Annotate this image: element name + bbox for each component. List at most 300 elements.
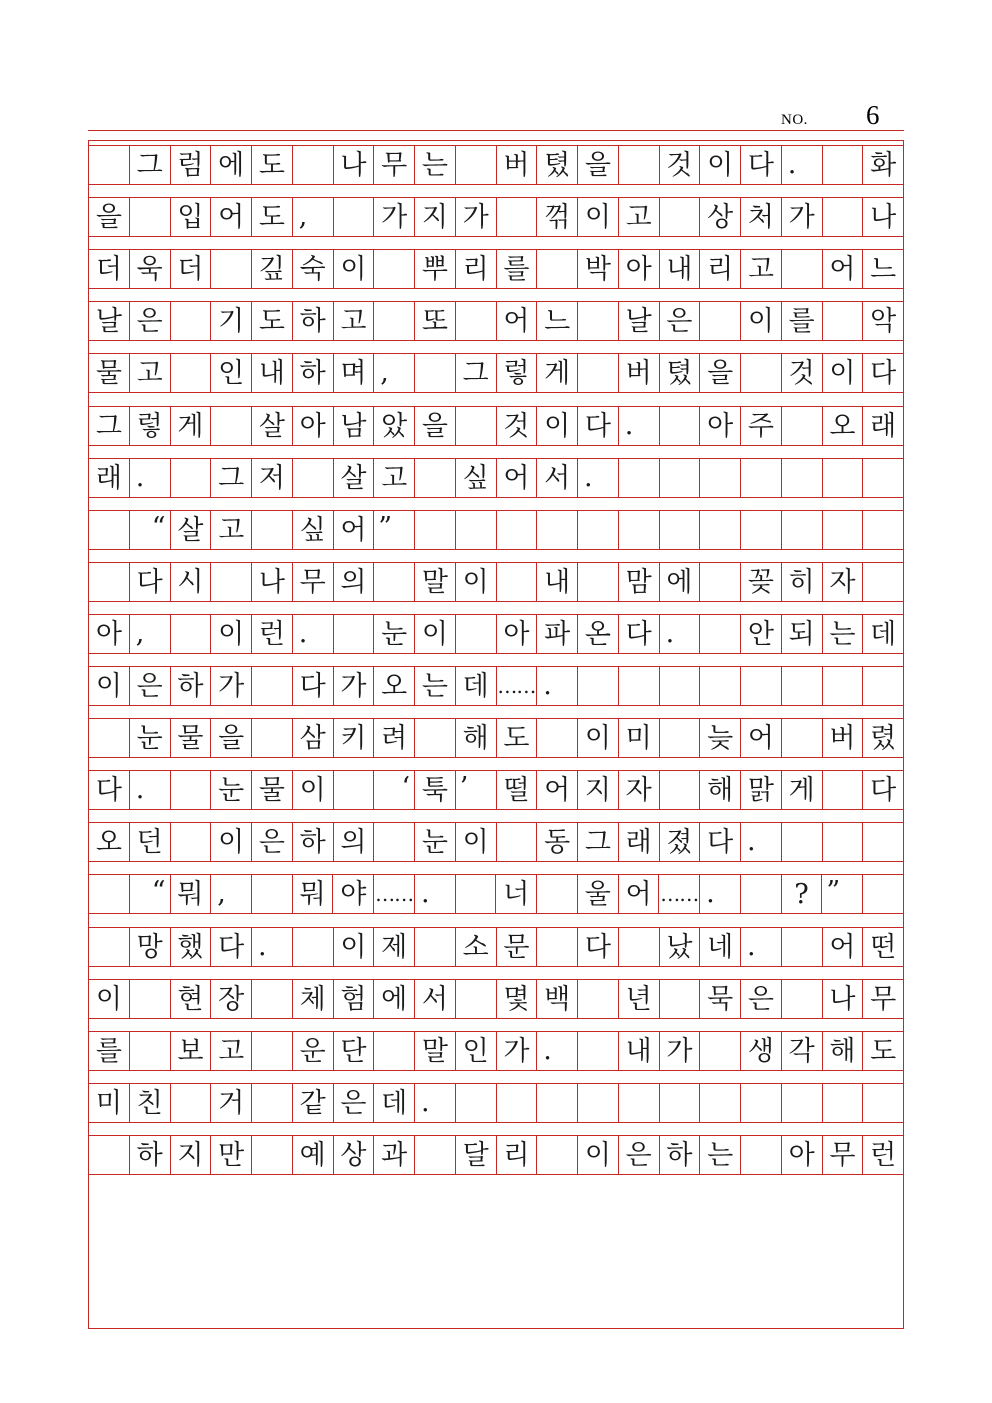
manuscript-cell: 상 bbox=[700, 197, 741, 237]
manuscript-cell bbox=[497, 822, 538, 862]
manuscript-cell: 어 bbox=[741, 718, 782, 758]
manuscript-cell bbox=[823, 510, 864, 550]
manuscript-cell: 고 bbox=[211, 1031, 252, 1071]
manuscript-cell: 아 bbox=[619, 249, 660, 289]
manuscript-cell: . bbox=[130, 458, 171, 498]
manuscript-cell: 이 bbox=[456, 822, 497, 862]
manuscript-row bbox=[89, 301, 903, 341]
manuscript-cell: 어 bbox=[619, 874, 660, 914]
manuscript-cell: 온 bbox=[578, 614, 619, 654]
manuscript-cell: 눈 bbox=[415, 822, 456, 862]
manuscript-cell: 싶 bbox=[293, 510, 334, 550]
manuscript-cell bbox=[741, 1135, 782, 1175]
manuscript-cell: 다 bbox=[130, 562, 171, 602]
manuscript-cell: 더 bbox=[171, 249, 212, 289]
manuscript-row bbox=[89, 562, 903, 602]
manuscript-cell: 날 bbox=[619, 301, 660, 341]
manuscript-cell: “ bbox=[130, 510, 171, 550]
manuscript-cell bbox=[823, 458, 864, 498]
manuscript-cell: 해 bbox=[700, 770, 741, 810]
manuscript-cell bbox=[660, 718, 701, 758]
manuscript-row bbox=[89, 197, 903, 237]
manuscript-cell: 을 bbox=[415, 406, 456, 446]
manuscript-cell bbox=[537, 249, 578, 289]
manuscript-cell: 렇 bbox=[130, 406, 171, 446]
manuscript-cell: , bbox=[374, 353, 415, 393]
manuscript-cell: . bbox=[660, 614, 701, 654]
manuscript-cell: 욱 bbox=[130, 249, 171, 289]
manuscript-cell: 텼 bbox=[660, 353, 701, 393]
manuscript-cell: 에 bbox=[660, 562, 701, 602]
manuscript-cell: 남 bbox=[334, 406, 375, 446]
manuscript-cell: 지 bbox=[415, 197, 456, 237]
manuscript-cell: 게 bbox=[782, 770, 823, 810]
manuscript-cell: 버 bbox=[619, 353, 660, 393]
manuscript-cell: 물 bbox=[89, 353, 130, 393]
manuscript-cell bbox=[456, 406, 497, 446]
manuscript-cell: 상 bbox=[334, 1135, 375, 1175]
manuscript-cell: 가 bbox=[374, 197, 415, 237]
manuscript-cell bbox=[823, 197, 864, 237]
manuscript-cell bbox=[782, 718, 823, 758]
manuscript-cell: 그 bbox=[211, 458, 252, 498]
manuscript-cell: 처 bbox=[741, 197, 782, 237]
manuscript-cell: 소 bbox=[456, 927, 497, 967]
manuscript-cell bbox=[497, 562, 538, 602]
manuscript-cell bbox=[537, 510, 578, 550]
manuscript-cell: 운 bbox=[293, 1031, 334, 1071]
manuscript-cell bbox=[619, 666, 660, 706]
manuscript-cell: 느 bbox=[537, 301, 578, 341]
manuscript-cell: 맘 bbox=[619, 562, 660, 602]
manuscript-cell bbox=[456, 145, 497, 185]
manuscript-cell: 각 bbox=[782, 1031, 823, 1071]
manuscript-cell bbox=[497, 510, 538, 550]
manuscript-cell bbox=[619, 510, 660, 550]
manuscript-cell: 자 bbox=[619, 770, 660, 810]
manuscript-cell: 은 bbox=[741, 979, 782, 1019]
manuscript-cell bbox=[171, 353, 212, 393]
manuscript-cell: . bbox=[578, 458, 619, 498]
manuscript-cell: 났 bbox=[660, 927, 701, 967]
manuscript-cell: 래 bbox=[619, 822, 660, 862]
manuscript-cell bbox=[334, 770, 375, 810]
manuscript-row bbox=[89, 406, 903, 446]
manuscript-cell: 다 bbox=[578, 927, 619, 967]
manuscript-cell: 다 bbox=[293, 666, 334, 706]
manuscript-cell: 친 bbox=[130, 1083, 171, 1123]
manuscript-cell: 꺾 bbox=[537, 197, 578, 237]
manuscript-cell: . bbox=[252, 927, 293, 967]
page-number: 6 bbox=[866, 100, 880, 130]
manuscript-cell: 를 bbox=[89, 1031, 130, 1071]
manuscript-cell bbox=[782, 979, 823, 1019]
manuscript-cell: 이 bbox=[578, 1135, 619, 1175]
manuscript-cell bbox=[334, 197, 375, 237]
manuscript-cell bbox=[660, 979, 701, 1019]
manuscript-cell: 제 bbox=[374, 927, 415, 967]
manuscript-cell: ” bbox=[822, 874, 863, 914]
manuscript-cell: 를 bbox=[782, 301, 823, 341]
manuscript-cell bbox=[252, 874, 293, 914]
manuscript-cell bbox=[293, 458, 334, 498]
manuscript-row bbox=[89, 718, 903, 758]
manuscript-cell: 문 bbox=[497, 927, 538, 967]
manuscript-cell: 는 bbox=[823, 614, 864, 654]
manuscript-cell bbox=[415, 353, 456, 393]
manuscript-cell: 가 bbox=[782, 197, 823, 237]
manuscript-cell: 고 bbox=[211, 510, 252, 550]
manuscript-row bbox=[89, 145, 903, 185]
manuscript-row bbox=[89, 770, 903, 810]
manuscript-cell: . bbox=[537, 1031, 578, 1071]
manuscript-cell: 살 bbox=[171, 510, 212, 550]
manuscript-cell: . bbox=[415, 1083, 456, 1123]
manuscript-cell bbox=[456, 874, 497, 914]
manuscript-cell: 저 bbox=[252, 458, 293, 498]
manuscript-row bbox=[89, 979, 903, 1019]
manuscript-cell: 내 bbox=[537, 562, 578, 602]
manuscript-cell: 생 bbox=[741, 1031, 782, 1071]
manuscript-cell bbox=[89, 874, 130, 914]
manuscript-cell: 무 bbox=[823, 1135, 864, 1175]
manuscript-cell bbox=[171, 614, 212, 654]
manuscript-row bbox=[89, 1135, 903, 1175]
manuscript-cell bbox=[700, 510, 741, 550]
manuscript-cell: 그 bbox=[578, 822, 619, 862]
manuscript-cell bbox=[741, 874, 782, 914]
manuscript-cell: 이 bbox=[537, 406, 578, 446]
manuscript-cell: 네 bbox=[700, 927, 741, 967]
manuscript-cell: 너 bbox=[496, 874, 537, 914]
manuscript-cell: 인 bbox=[211, 353, 252, 393]
manuscript-cell bbox=[293, 145, 334, 185]
manuscript-cell: 싶 bbox=[456, 458, 497, 498]
manuscript-cell: 악 bbox=[863, 301, 903, 341]
manuscript-cell bbox=[171, 301, 212, 341]
manuscript-cell bbox=[700, 301, 741, 341]
manuscript-cell: 더 bbox=[89, 249, 130, 289]
manuscript-row bbox=[89, 1083, 903, 1123]
manuscript-cell: 고 bbox=[130, 353, 171, 393]
manuscript-cell: 되 bbox=[782, 614, 823, 654]
manuscript-cell: 데 bbox=[374, 1083, 415, 1123]
manuscript-cell: 렇 bbox=[497, 353, 538, 393]
manuscript-cell bbox=[130, 197, 171, 237]
manuscript-cell: . bbox=[537, 666, 578, 706]
manuscript-cell bbox=[660, 406, 701, 446]
manuscript-cell: 물 bbox=[252, 770, 293, 810]
manuscript-cell: 현 bbox=[171, 979, 212, 1019]
manuscript-cell: 하 bbox=[293, 822, 334, 862]
manuscript-cell: 이 bbox=[211, 822, 252, 862]
manuscript-cell: 단 bbox=[334, 1031, 375, 1071]
manuscript-cell: 인 bbox=[456, 1031, 497, 1071]
manuscript-cell: 이 bbox=[334, 249, 375, 289]
manuscript-cell bbox=[456, 979, 497, 1019]
manuscript-cell: 는 bbox=[415, 145, 456, 185]
manuscript-row bbox=[89, 822, 903, 862]
manuscript-cell: 은 bbox=[252, 822, 293, 862]
manuscript-cell bbox=[171, 458, 212, 498]
manuscript-cell: 리 bbox=[700, 249, 741, 289]
manuscript-cell: 무 bbox=[863, 979, 903, 1019]
manuscript-cell: 해 bbox=[823, 1031, 864, 1071]
manuscript-cell: 것 bbox=[782, 353, 823, 393]
manuscript-cell: …… bbox=[497, 666, 538, 706]
manuscript-cell: , bbox=[211, 874, 252, 914]
manuscript-cell bbox=[863, 822, 903, 862]
manuscript-cell: 동 bbox=[537, 822, 578, 862]
manuscript-cell: 하 bbox=[293, 353, 334, 393]
manuscript-cell: 다 bbox=[863, 353, 903, 393]
manuscript-cell: 물 bbox=[171, 718, 212, 758]
manuscript-cell: 거 bbox=[211, 1083, 252, 1123]
manuscript-cell bbox=[415, 927, 456, 967]
manuscript-cell: 을 bbox=[89, 197, 130, 237]
manuscript-cell bbox=[700, 562, 741, 602]
manuscript-cell bbox=[700, 1031, 741, 1071]
manuscript-cell bbox=[89, 510, 130, 550]
manuscript-cell: 예 bbox=[293, 1135, 334, 1175]
manuscript-cell: 만 bbox=[211, 1135, 252, 1175]
manuscript-cell bbox=[782, 510, 823, 550]
manuscript-cell: 무 bbox=[374, 145, 415, 185]
manuscript-cell: 미 bbox=[619, 718, 660, 758]
manuscript-cell bbox=[863, 562, 903, 602]
manuscript-cell: 입 bbox=[171, 197, 212, 237]
manuscript-cell: 어 bbox=[823, 927, 864, 967]
manuscript-cell: 아 bbox=[497, 614, 538, 654]
manuscript-cell: 오 bbox=[823, 406, 864, 446]
manuscript-cell: , bbox=[293, 197, 334, 237]
manuscript-cell: 망 bbox=[130, 927, 171, 967]
manuscript-cell: 어 bbox=[823, 249, 864, 289]
manuscript-cell: 다 bbox=[619, 614, 660, 654]
manuscript-cell bbox=[782, 249, 823, 289]
manuscript-cell: 은 bbox=[619, 1135, 660, 1175]
manuscript-cell bbox=[823, 145, 864, 185]
manuscript-cell: 안 bbox=[741, 614, 782, 654]
manuscript-cell: . bbox=[130, 770, 171, 810]
manuscript-cell bbox=[497, 197, 538, 237]
manuscript-cell bbox=[89, 145, 130, 185]
manuscript-cell: 서 bbox=[537, 458, 578, 498]
manuscript-cell: 이 bbox=[578, 718, 619, 758]
manuscript-cell bbox=[823, 770, 864, 810]
manuscript-cell: 내 bbox=[660, 249, 701, 289]
manuscript-cell: 주 bbox=[741, 406, 782, 446]
manuscript-cell bbox=[252, 1031, 293, 1071]
manuscript-cell: 꽂 bbox=[741, 562, 782, 602]
manuscript-cell: 나 bbox=[863, 197, 903, 237]
manuscript-cell: 키 bbox=[334, 718, 375, 758]
manuscript-cell: 졌 bbox=[660, 822, 701, 862]
manuscript-cell bbox=[578, 666, 619, 706]
manuscript-cell bbox=[578, 1083, 619, 1123]
manuscript-cell: 도 bbox=[252, 301, 293, 341]
manuscript-row bbox=[89, 927, 903, 967]
manuscript-cell: 데 bbox=[863, 614, 903, 654]
manuscript-cell: 는 bbox=[415, 666, 456, 706]
manuscript-cell: 어 bbox=[497, 458, 538, 498]
manuscript-row bbox=[89, 353, 903, 393]
manuscript-cell bbox=[374, 1031, 415, 1071]
manuscript-cell bbox=[537, 874, 578, 914]
manuscript-cell bbox=[89, 562, 130, 602]
manuscript-cell bbox=[741, 666, 782, 706]
manuscript-cell: 을 bbox=[700, 353, 741, 393]
manuscript-cell bbox=[89, 927, 130, 967]
manuscript-cell bbox=[782, 666, 823, 706]
manuscript-cell bbox=[660, 1083, 701, 1123]
manuscript-cell: 날 bbox=[89, 301, 130, 341]
manuscript-cell: 하 bbox=[130, 1135, 171, 1175]
manuscript-cell bbox=[700, 614, 741, 654]
manuscript-cell: . bbox=[741, 822, 782, 862]
manuscript-cell: 이 bbox=[89, 979, 130, 1019]
manuscript-cell bbox=[456, 614, 497, 654]
manuscript-cell: ‘ bbox=[374, 770, 415, 810]
manuscript-cell: 어 bbox=[211, 197, 252, 237]
manuscript-cell bbox=[578, 1031, 619, 1071]
manuscript-cell: 지 bbox=[171, 1135, 212, 1175]
manuscript-cell: 툭 bbox=[415, 770, 456, 810]
manuscript-cell: . bbox=[782, 145, 823, 185]
manuscript-cell bbox=[619, 1083, 660, 1123]
manuscript-cell bbox=[823, 1083, 864, 1123]
manuscript-cell bbox=[537, 1083, 578, 1123]
manuscript-cell: …… bbox=[659, 874, 700, 914]
manuscript-cell: 텼 bbox=[537, 145, 578, 185]
manuscript-cell bbox=[456, 301, 497, 341]
manuscript-cell: 했 bbox=[171, 927, 212, 967]
manuscript-cell: 눈 bbox=[211, 770, 252, 810]
manuscript-cell bbox=[252, 718, 293, 758]
manuscript-cell: 떤 bbox=[863, 927, 903, 967]
manuscript-row bbox=[89, 510, 903, 550]
manuscript-cell bbox=[863, 1083, 903, 1123]
manuscript-cell: 화 bbox=[863, 145, 903, 185]
manuscript-cell: 은 bbox=[130, 301, 171, 341]
manuscript-cell: 하 bbox=[171, 666, 212, 706]
manuscript-cell: 가 bbox=[456, 197, 497, 237]
manuscript-cell: 것 bbox=[660, 145, 701, 185]
manuscript-cell: 이 bbox=[578, 197, 619, 237]
manuscript-cell: 렸 bbox=[863, 718, 903, 758]
manuscript-cell: . bbox=[415, 874, 456, 914]
manuscript-cell bbox=[660, 510, 701, 550]
manuscript-cell bbox=[497, 1083, 538, 1123]
manuscript-cell: 이 bbox=[741, 301, 782, 341]
manuscript-cell bbox=[741, 353, 782, 393]
manuscript-cell: 뿌 bbox=[415, 249, 456, 289]
manuscript-cell: 이 bbox=[89, 666, 130, 706]
manuscript-cell bbox=[823, 666, 864, 706]
manuscript-cell bbox=[537, 718, 578, 758]
manuscript-cell: 다 bbox=[578, 406, 619, 446]
manuscript-cell bbox=[252, 979, 293, 1019]
manuscript-cell: 에 bbox=[211, 145, 252, 185]
manuscript-cell: . bbox=[293, 614, 334, 654]
manuscript-cell bbox=[782, 406, 823, 446]
manuscript-cell: 같 bbox=[293, 1083, 334, 1123]
manuscript-cell: 시 bbox=[171, 562, 212, 602]
manuscript-cell: 보 bbox=[171, 1031, 212, 1071]
manuscript-cell: 내 bbox=[619, 1031, 660, 1071]
manuscript-cell: 히 bbox=[782, 562, 823, 602]
manuscript-cell bbox=[823, 822, 864, 862]
manuscript-cell: 이 bbox=[700, 145, 741, 185]
manuscript-cell: 의 bbox=[334, 822, 375, 862]
manuscript-cell bbox=[537, 1135, 578, 1175]
manuscript-cell bbox=[660, 197, 701, 237]
manuscript-cell: 오 bbox=[374, 666, 415, 706]
manuscript-cell bbox=[252, 1135, 293, 1175]
manuscript-cell: 아 bbox=[89, 614, 130, 654]
manuscript-cell: 아 bbox=[293, 406, 334, 446]
manuscript-cell: 던 bbox=[130, 822, 171, 862]
manuscript-cell: 를 bbox=[497, 249, 538, 289]
manuscript-cell bbox=[252, 510, 293, 550]
manuscript-cell bbox=[660, 458, 701, 498]
manuscript-cell bbox=[415, 718, 456, 758]
manuscript-cell bbox=[211, 249, 252, 289]
manuscript-cell: 하 bbox=[293, 301, 334, 341]
manuscript-cell: 뭐 bbox=[171, 874, 212, 914]
manuscript-cell bbox=[741, 1083, 782, 1123]
manuscript-cell: ? bbox=[782, 874, 823, 914]
manuscript-cell: 버 bbox=[823, 718, 864, 758]
manuscript-row bbox=[89, 614, 903, 654]
manuscript-cell: 느 bbox=[863, 249, 903, 289]
manuscript-cell: 가 bbox=[660, 1031, 701, 1071]
manuscript-cell: 달 bbox=[456, 1135, 497, 1175]
manuscript-cell: 어 bbox=[497, 301, 538, 341]
manuscript-cell bbox=[578, 510, 619, 550]
manuscript-cell: 울 bbox=[578, 874, 619, 914]
manuscript-cell: 고 bbox=[619, 197, 660, 237]
manuscript-cell: 그 bbox=[456, 353, 497, 393]
manuscript-cell bbox=[293, 927, 334, 967]
page-no-label: NO. bbox=[781, 112, 808, 128]
manuscript-cell: 의 bbox=[334, 562, 375, 602]
manuscript-cell: 아 bbox=[700, 406, 741, 446]
manuscript-cell bbox=[130, 1031, 171, 1071]
manuscript-cell bbox=[211, 406, 252, 446]
manuscript-cell bbox=[415, 458, 456, 498]
manuscript-cell bbox=[334, 614, 375, 654]
manuscript-cell: 말 bbox=[415, 562, 456, 602]
manuscript-cell: 게 bbox=[537, 353, 578, 393]
manuscript-cell bbox=[863, 666, 903, 706]
manuscript-cell: “ bbox=[130, 874, 171, 914]
manuscript-cell bbox=[374, 562, 415, 602]
manuscript-cell bbox=[741, 510, 782, 550]
manuscript-cell: 다 bbox=[700, 822, 741, 862]
manuscript-cell: 나 bbox=[334, 145, 375, 185]
manuscript-cell: 어 bbox=[537, 770, 578, 810]
manuscript-cell: 은 bbox=[660, 301, 701, 341]
manuscript-cell bbox=[252, 666, 293, 706]
manuscript-cell: 이 bbox=[415, 614, 456, 654]
manuscript-cell: 아 bbox=[782, 1135, 823, 1175]
manuscript-cell bbox=[578, 979, 619, 1019]
manuscript-cell: . bbox=[741, 927, 782, 967]
manuscript-cell: 다 bbox=[211, 927, 252, 967]
manuscript-cell bbox=[741, 458, 782, 498]
manuscript-cell: 묵 bbox=[700, 979, 741, 1019]
